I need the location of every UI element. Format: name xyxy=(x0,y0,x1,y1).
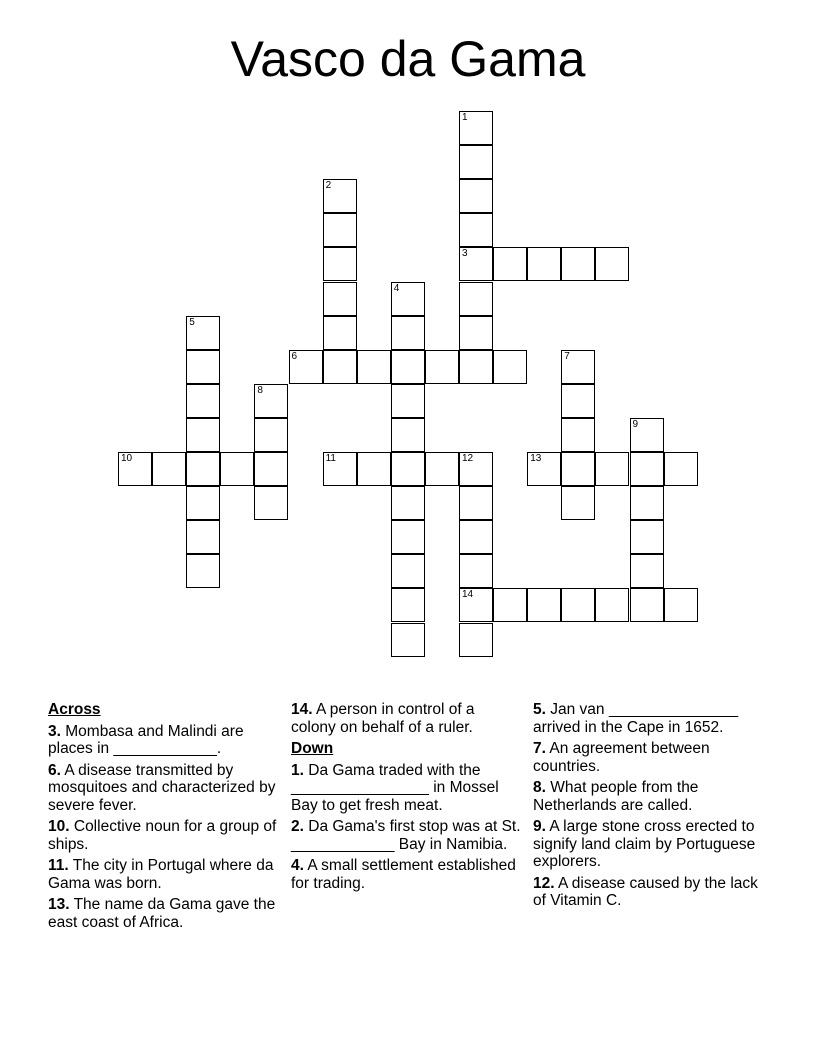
crossword-cell[interactable] xyxy=(459,520,493,554)
crossword-cell[interactable] xyxy=(391,486,425,520)
crossword-cell[interactable] xyxy=(493,588,527,622)
crossword-cell[interactable] xyxy=(391,623,425,657)
crossword-cell[interactable] xyxy=(289,350,323,384)
crossword-cell[interactable] xyxy=(186,350,220,384)
page-title: Vasco da Gama xyxy=(230,31,586,87)
clue-across-6: 6. A disease transmitted by mosquitoes and characterized by severe fever. xyxy=(48,761,276,814)
clue-down-2: 2. Da Gama's first stop was at St. ____________ Bay in Namibia. xyxy=(291,818,521,853)
crossword-cell[interactable] xyxy=(118,452,152,486)
crossword-cell[interactable] xyxy=(391,588,425,622)
crossword-cell[interactable] xyxy=(459,247,493,281)
crossword-cell[interactable] xyxy=(630,486,664,520)
crossword-cell[interactable] xyxy=(459,179,493,213)
clue-across-14: 14. A person in control of a colony on behalf of a ruler. xyxy=(291,701,475,736)
crossword-cell[interactable] xyxy=(391,384,425,418)
crossword-cell[interactable] xyxy=(186,316,220,350)
crossword-cell[interactable] xyxy=(254,452,288,486)
crossword-cell[interactable] xyxy=(254,418,288,452)
crossword-cell[interactable] xyxy=(630,588,664,622)
clue-number: 1 xyxy=(462,112,468,123)
crossword-cell[interactable] xyxy=(527,452,561,486)
crossword-cell[interactable] xyxy=(459,316,493,350)
crossword-cell[interactable] xyxy=(152,452,186,486)
clues-column-3 xyxy=(533,701,769,914)
clue-across-3: 3. Mombasa and Malindi are places in ____________. xyxy=(48,722,244,757)
clue-number: 8 xyxy=(257,384,263,396)
crossword-cell[interactable] xyxy=(391,452,425,486)
crossword-cell[interactable] xyxy=(391,520,425,554)
clue-down-5: 5. Jan van _______________ arrived in the Cape in 1652. xyxy=(533,701,739,736)
clue-number: 3 xyxy=(462,248,468,260)
crossword-cell[interactable] xyxy=(459,554,493,588)
crossword-cell[interactable] xyxy=(630,418,664,452)
crossword-cell[interactable] xyxy=(595,247,629,281)
crossword-cell[interactable] xyxy=(186,554,220,588)
clue-number: 10 xyxy=(121,453,133,464)
crossword-cell[interactable] xyxy=(664,452,698,486)
clue-across-13: 13. The name da Gama gave the east coast of Africa. xyxy=(48,896,276,931)
crossword-cell[interactable] xyxy=(561,384,595,418)
clue-number: 9 xyxy=(632,418,639,430)
clue-number: 6 xyxy=(291,350,298,362)
crossword-cell[interactable] xyxy=(357,452,391,486)
clues-column-1 xyxy=(48,701,280,935)
clue-down-4: 4. A small settlement established for trading. xyxy=(291,857,516,892)
crossword-cell[interactable] xyxy=(595,588,629,622)
clue-down-8: 8. What people from the Netherlands are called. xyxy=(533,779,699,814)
crossword-cell[interactable] xyxy=(186,452,220,486)
crossword-cell[interactable] xyxy=(186,486,220,520)
crossword-cell[interactable] xyxy=(186,418,220,452)
crossword-cell[interactable] xyxy=(391,282,425,316)
crossword-cell[interactable] xyxy=(459,282,493,316)
crossword-cell[interactable] xyxy=(630,520,664,554)
clue-number: 2 xyxy=(325,180,332,192)
crossword-cell[interactable] xyxy=(459,623,493,657)
crossword-cell[interactable] xyxy=(323,247,357,281)
crossword-cell[interactable] xyxy=(459,486,493,520)
crossword-cell[interactable] xyxy=(220,452,254,486)
crossword-cell[interactable] xyxy=(493,247,527,281)
clue-down-1: 1. Da Gama traded with the ________________ in Mossel Bay to get fresh meat. xyxy=(291,761,499,814)
clues-column-2 xyxy=(291,701,521,896)
crossword-cell[interactable] xyxy=(493,350,527,384)
crossword-cell[interactable] xyxy=(527,247,561,281)
crossword-cell[interactable] xyxy=(323,179,357,213)
crossword-cell[interactable] xyxy=(561,486,595,520)
crossword-cell[interactable] xyxy=(323,282,357,316)
crossword-cell[interactable] xyxy=(186,520,220,554)
crossword-cell[interactable] xyxy=(459,350,493,384)
clue-number: 7 xyxy=(564,350,570,362)
clue-number: 14 xyxy=(462,589,474,601)
crossword-cell[interactable] xyxy=(630,554,664,588)
down-heading: Down xyxy=(291,740,334,757)
crossword-cell[interactable] xyxy=(425,350,459,384)
crossword-cell[interactable] xyxy=(595,452,629,486)
crossword-cell[interactable] xyxy=(323,452,357,486)
crossword-cell[interactable] xyxy=(561,452,595,486)
crossword-cell[interactable] xyxy=(425,452,459,486)
crossword-cell[interactable] xyxy=(254,486,288,520)
clue-number: 11 xyxy=(325,453,336,464)
crossword-cell[interactable] xyxy=(391,350,425,384)
crossword-cell[interactable] xyxy=(323,350,357,384)
clue-down-12: 12. A disease caused by the lack of Vitamin C. xyxy=(533,874,758,909)
clue-number: 12 xyxy=(462,453,474,464)
crossword-cell[interactable] xyxy=(323,213,357,247)
crossword-cell[interactable] xyxy=(561,247,595,281)
crossword-cell[interactable] xyxy=(391,316,425,350)
crossword-cell[interactable] xyxy=(561,588,595,622)
crossword-cell[interactable] xyxy=(391,418,425,452)
crossword-cell[interactable] xyxy=(459,213,493,247)
clue-number: 4 xyxy=(393,282,400,294)
crossword-cell[interactable] xyxy=(459,588,493,622)
crossword-cell[interactable] xyxy=(561,418,595,452)
crossword-cell[interactable] xyxy=(561,350,595,384)
clue-down-7: 7. An agreement between countries. xyxy=(533,740,710,775)
crossword-cell[interactable] xyxy=(357,350,391,384)
clue-across-11: 11. The city in Portugal where da Gama was born. xyxy=(48,857,274,892)
crossword-cell[interactable] xyxy=(186,384,220,418)
across-heading: Across xyxy=(48,701,101,718)
crossword-cell[interactable] xyxy=(459,452,493,486)
crossword-cell[interactable] xyxy=(391,554,425,588)
clue-number: 5 xyxy=(189,316,195,328)
crossword-cell[interactable] xyxy=(664,588,698,622)
crossword-cell[interactable] xyxy=(459,111,493,145)
crossword-cell[interactable] xyxy=(630,452,664,486)
crossword-cell[interactable] xyxy=(323,316,357,350)
crossword-cell[interactable] xyxy=(254,384,288,418)
clue-across-10: 10. Collective noun for a group of ships. xyxy=(48,818,277,853)
clue-down-9: 9. A large stone cross erected to signify land claim by Portuguese explorers. xyxy=(533,818,756,870)
crossword-cell[interactable] xyxy=(527,588,561,622)
clue-number: 13 xyxy=(530,453,542,464)
crossword-cell[interactable] xyxy=(459,145,493,179)
